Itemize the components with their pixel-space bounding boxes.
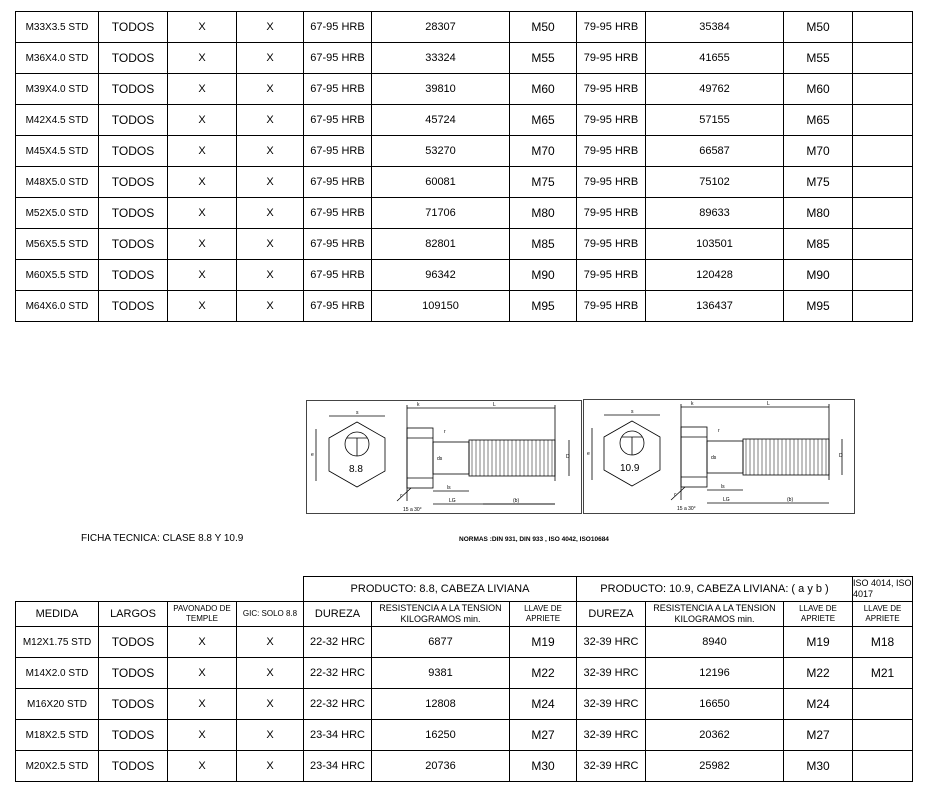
dureza-109-cell: 32-39 HRC [577, 720, 646, 751]
gic-cell: X [237, 229, 304, 260]
bolt-drawing-10-9 [583, 399, 855, 514]
pavonado-cell: X [168, 627, 237, 658]
dureza-109-cell: 79-95 HRB [577, 260, 646, 291]
llave-109-cell: M70 [784, 136, 853, 167]
svg-text:D: D [839, 453, 843, 459]
col-medida: MEDIDA [16, 602, 99, 627]
medida-cell: M52X5.0 STD [16, 198, 99, 229]
resistencia-88-cell: 16250 [372, 720, 510, 751]
pavonado-cell: X [168, 229, 237, 260]
dureza-88-cell: 67-95 HRB [304, 74, 372, 105]
resistencia-88-cell: 39810 [372, 74, 510, 105]
svg-text:r: r [718, 428, 720, 434]
svg-text:s: s [631, 409, 634, 415]
llave-88-cell: M19 [510, 627, 577, 658]
table-row [16, 689, 913, 720]
table-row [16, 229, 913, 260]
dureza-109-cell: 79-95 HRB [577, 291, 646, 322]
svg-text:ls: ls [721, 484, 725, 490]
resistencia-109-cell: 8940 [646, 627, 784, 658]
svg-text:ls: ls [447, 485, 451, 491]
largos-cell: TODOS [99, 229, 168, 260]
table-row [16, 720, 913, 751]
iso-llave-cell [853, 260, 913, 291]
dureza-109-cell: 79-95 HRB [577, 105, 646, 136]
resistencia-109-cell: 20362 [646, 720, 784, 751]
col-pavonado: PAVONADO DE TEMPLE [168, 602, 237, 627]
svg-text:D: D [566, 454, 570, 460]
resistencia-88-cell: 60081 [372, 167, 510, 198]
llave-88-cell: M27 [510, 720, 577, 751]
iso-llave-cell [853, 198, 913, 229]
llave-88-cell: M95 [510, 291, 577, 322]
pavonado-cell: X [168, 12, 237, 43]
pavonado-cell: X [168, 720, 237, 751]
gic-cell: X [237, 720, 304, 751]
upper-spec-table [15, 11, 913, 322]
col-resistencia-88: RESISTENCIA A LA TENSION KILOGRAMOS min. [372, 602, 510, 627]
iso-llave-cell [853, 229, 913, 260]
llave-88-cell: M60 [510, 74, 577, 105]
llave-109-cell: M24 [784, 689, 853, 720]
resistencia-109-cell: 25982 [646, 751, 784, 782]
resistencia-109-cell: 136437 [646, 291, 784, 322]
col-resistencia-109: RESISTENCIA A LA TENSION KILOGRAMOS min. [646, 602, 784, 627]
largos-cell: TODOS [99, 720, 168, 751]
svg-text:(b): (b) [513, 498, 520, 504]
llave-88-cell: M55 [510, 43, 577, 74]
llave-88-cell: M65 [510, 105, 577, 136]
largos-cell: TODOS [99, 751, 168, 782]
table-row [16, 136, 913, 167]
medida-cell: M12X1.75 STD [16, 627, 99, 658]
largos-cell: TODOS [99, 627, 168, 658]
llave-109-cell: M30 [784, 751, 853, 782]
gic-cell: X [237, 658, 304, 689]
svg-text:k: k [691, 401, 694, 407]
pavonado-cell: X [168, 260, 237, 291]
dureza-88-cell: 67-95 HRB [304, 198, 372, 229]
llave-109-cell: M65 [784, 105, 853, 136]
dureza-109-cell: 79-95 HRB [577, 229, 646, 260]
resistencia-88-cell: 109150 [372, 291, 510, 322]
llave-109-cell: M19 [784, 627, 853, 658]
col-llave-iso: LLAVE DE APRIETE [853, 602, 913, 627]
medida-cell: M48X5.0 STD [16, 167, 99, 198]
gic-cell: X [237, 74, 304, 105]
pavonado-cell: X [168, 43, 237, 74]
llave-109-cell: M55 [784, 43, 853, 74]
medida-cell: M14X2.0 STD [16, 658, 99, 689]
pavonado-cell: X [168, 167, 237, 198]
table-row [16, 658, 913, 689]
dureza-88-cell: 23-34 HRC [304, 720, 372, 751]
pavonado-cell: X [168, 689, 237, 720]
resistencia-88-cell: 9381 [372, 658, 510, 689]
largos-cell: TODOS [99, 167, 168, 198]
resistencia-88-cell: 33324 [372, 43, 510, 74]
table-row [16, 260, 913, 291]
llave-88-cell: M30 [510, 751, 577, 782]
resistencia-88-cell: 45724 [372, 105, 510, 136]
dureza-88-cell: 67-95 HRB [304, 291, 372, 322]
largos-cell: TODOS [99, 12, 168, 43]
resistencia-109-cell: 89633 [646, 198, 784, 229]
lower-spec-table [15, 576, 913, 782]
pavonado-cell: X [168, 136, 237, 167]
largos-cell: TODOS [99, 105, 168, 136]
product-88-header: PRODUCTO: 8.8, CABEZA LIVIANA [304, 577, 577, 602]
largos-cell: TODOS [99, 74, 168, 105]
resistencia-109-cell: 41655 [646, 43, 784, 74]
llave-109-cell: M85 [784, 229, 853, 260]
dureza-88-cell: 67-95 HRB [304, 12, 372, 43]
dureza-109-cell: 79-95 HRB [577, 43, 646, 74]
svg-text:c: c [400, 493, 403, 499]
medida-cell: M42X4.5 STD [16, 105, 99, 136]
medida-cell: M39X4.0 STD [16, 74, 99, 105]
resistencia-109-cell: 120428 [646, 260, 784, 291]
table-row [16, 627, 913, 658]
col-dureza-88: DUREZA [304, 602, 372, 627]
iso-llave-cell: M21 [853, 658, 913, 689]
table-row [16, 105, 913, 136]
resistencia-109-cell: 12196 [646, 658, 784, 689]
svg-text:L: L [767, 401, 770, 407]
llave-109-cell: M22 [784, 658, 853, 689]
svg-text:ds: ds [437, 456, 443, 462]
iso-llave-cell [853, 751, 913, 782]
gic-cell: X [237, 751, 304, 782]
medida-cell: M33X3.5 STD [16, 12, 99, 43]
pavonado-cell: X [168, 74, 237, 105]
grade-label-right: 10.9 [620, 463, 640, 474]
bolt-drawing-8-8 [306, 400, 582, 514]
dureza-88-cell: 67-95 HRB [304, 136, 372, 167]
gic-cell: X [237, 260, 304, 291]
dureza-109-cell: 32-39 HRC [577, 751, 646, 782]
dureza-88-cell: 67-95 HRB [304, 167, 372, 198]
gic-cell: X [237, 105, 304, 136]
dureza-109-cell: 79-95 HRB [577, 136, 646, 167]
iso-llave-cell [853, 689, 913, 720]
llave-88-cell: M80 [510, 198, 577, 229]
col-dureza-109: DUREZA [577, 602, 646, 627]
table-row [16, 43, 913, 74]
medida-cell: M64X6.0 STD [16, 291, 99, 322]
largos-cell: TODOS [99, 291, 168, 322]
llave-109-cell: M50 [784, 12, 853, 43]
largos-cell: TODOS [99, 658, 168, 689]
pavonado-cell: X [168, 658, 237, 689]
medida-cell: M60X5.5 STD [16, 260, 99, 291]
largos-cell: TODOS [99, 260, 168, 291]
svg-text:s: s [356, 410, 359, 416]
iso-llave-cell [853, 136, 913, 167]
svg-text:k: k [417, 402, 420, 408]
llave-109-cell: M75 [784, 167, 853, 198]
resistencia-88-cell: 12808 [372, 689, 510, 720]
dureza-88-cell: 67-95 HRB [304, 229, 372, 260]
llave-109-cell: M95 [784, 291, 853, 322]
resistencia-88-cell: 82801 [372, 229, 510, 260]
svg-text:15 a 30°: 15 a 30° [403, 507, 422, 513]
medida-cell: M45X4.5 STD [16, 136, 99, 167]
resistencia-88-cell: 71706 [372, 198, 510, 229]
col-gic: GIC: SOLO 8.8 [237, 602, 304, 627]
largos-cell: TODOS [99, 136, 168, 167]
resistencia-88-cell: 28307 [372, 12, 510, 43]
medida-cell: M18X2.5 STD [16, 720, 99, 751]
svg-text:LG: LG [723, 497, 730, 503]
medida-cell: M20X2.5 STD [16, 751, 99, 782]
table-row [16, 12, 913, 43]
dureza-88-cell: 22-32 HRC [304, 627, 372, 658]
resistencia-109-cell: 16650 [646, 689, 784, 720]
table-row [16, 74, 913, 105]
table-row [16, 167, 913, 198]
largos-cell: TODOS [99, 198, 168, 229]
medida-cell: M16X20 STD [16, 689, 99, 720]
ficha-tecnica-title: FICHA TECNICA: CLASE 8.8 Y 10.9 [81, 533, 244, 544]
largos-cell: TODOS [99, 689, 168, 720]
col-llave-88: LLAVE DE APRIETE [510, 602, 577, 627]
llave-109-cell: M90 [784, 260, 853, 291]
llave-88-cell: M75 [510, 167, 577, 198]
dureza-109-cell: 32-39 HRC [577, 689, 646, 720]
iso-header: ISO 4014, ISO 4017 [853, 577, 913, 602]
svg-text:c: c [674, 492, 677, 498]
normas-line: NORMAS :DIN 931, DIN 933 , ISO 4042, ISO10684 [459, 536, 609, 543]
resistencia-88-cell: 20736 [372, 751, 510, 782]
dureza-88-cell: 67-95 HRB [304, 105, 372, 136]
grade-label-left: 8.8 [349, 464, 363, 475]
iso-llave-cell: M18 [853, 627, 913, 658]
llave-88-cell: M22 [510, 658, 577, 689]
resistencia-88-cell: 6877 [372, 627, 510, 658]
pavonado-cell: X [168, 198, 237, 229]
resistencia-109-cell: 35384 [646, 12, 784, 43]
table-row [16, 198, 913, 229]
iso-llave-cell [853, 74, 913, 105]
svg-text:e: e [587, 451, 590, 457]
dureza-88-cell: 22-32 HRC [304, 658, 372, 689]
llave-88-cell: M24 [510, 689, 577, 720]
gic-cell: X [237, 136, 304, 167]
medida-cell: M36X4.0 STD [16, 43, 99, 74]
svg-text:LG: LG [449, 498, 456, 504]
pavonado-cell: X [168, 751, 237, 782]
resistencia-109-cell: 57155 [646, 105, 784, 136]
dureza-88-cell: 67-95 HRB [304, 260, 372, 291]
resistencia-109-cell: 49762 [646, 74, 784, 105]
dureza-109-cell: 79-95 HRB [577, 167, 646, 198]
llave-88-cell: M50 [510, 12, 577, 43]
llave-109-cell: M27 [784, 720, 853, 751]
llave-109-cell: M80 [784, 198, 853, 229]
table-row [16, 751, 913, 782]
gic-cell: X [237, 627, 304, 658]
dureza-109-cell: 79-95 HRB [577, 12, 646, 43]
product-109-header: PRODUCTO: 10.9, CABEZA LIVIANA: ( a y b ) [577, 577, 853, 602]
dureza-109-cell: 79-95 HRB [577, 74, 646, 105]
llave-88-cell: M90 [510, 260, 577, 291]
dureza-109-cell: 79-95 HRB [577, 198, 646, 229]
gic-cell: X [237, 198, 304, 229]
svg-text:ds: ds [711, 455, 717, 461]
dureza-109-cell: 32-39 HRC [577, 658, 646, 689]
resistencia-88-cell: 53270 [372, 136, 510, 167]
dureza-88-cell: 22-32 HRC [304, 689, 372, 720]
iso-llave-cell [853, 43, 913, 74]
svg-text:(b): (b) [787, 497, 794, 503]
gic-cell: X [237, 167, 304, 198]
resistencia-109-cell: 66587 [646, 136, 784, 167]
iso-llave-cell [853, 720, 913, 751]
col-largos: LARGOS [99, 602, 168, 627]
medida-cell: M56X5.5 STD [16, 229, 99, 260]
iso-llave-cell [853, 291, 913, 322]
llave-88-cell: M85 [510, 229, 577, 260]
svg-text:e: e [311, 452, 314, 458]
resistencia-109-cell: 75102 [646, 167, 784, 198]
pavonado-cell: X [168, 105, 237, 136]
pavonado-cell: X [168, 291, 237, 322]
dureza-88-cell: 67-95 HRB [304, 43, 372, 74]
gic-cell: X [237, 43, 304, 74]
svg-text:L: L [493, 402, 496, 408]
svg-text:15 a 30°: 15 a 30° [677, 506, 696, 512]
gic-cell: X [237, 689, 304, 720]
gic-cell: X [237, 291, 304, 322]
blank-header-cell [16, 577, 304, 602]
svg-text:r: r [444, 429, 446, 435]
iso-llave-cell [853, 105, 913, 136]
gic-cell: X [237, 12, 304, 43]
llave-88-cell: M70 [510, 136, 577, 167]
iso-llave-cell [853, 12, 913, 43]
iso-llave-cell [853, 167, 913, 198]
dureza-88-cell: 23-34 HRC [304, 751, 372, 782]
col-llave-109: LLAVE DE APRIETE [784, 602, 853, 627]
table-row [16, 291, 913, 322]
llave-109-cell: M60 [784, 74, 853, 105]
dureza-109-cell: 32-39 HRC [577, 627, 646, 658]
resistencia-109-cell: 103501 [646, 229, 784, 260]
largos-cell: TODOS [99, 43, 168, 74]
resistencia-88-cell: 96342 [372, 260, 510, 291]
